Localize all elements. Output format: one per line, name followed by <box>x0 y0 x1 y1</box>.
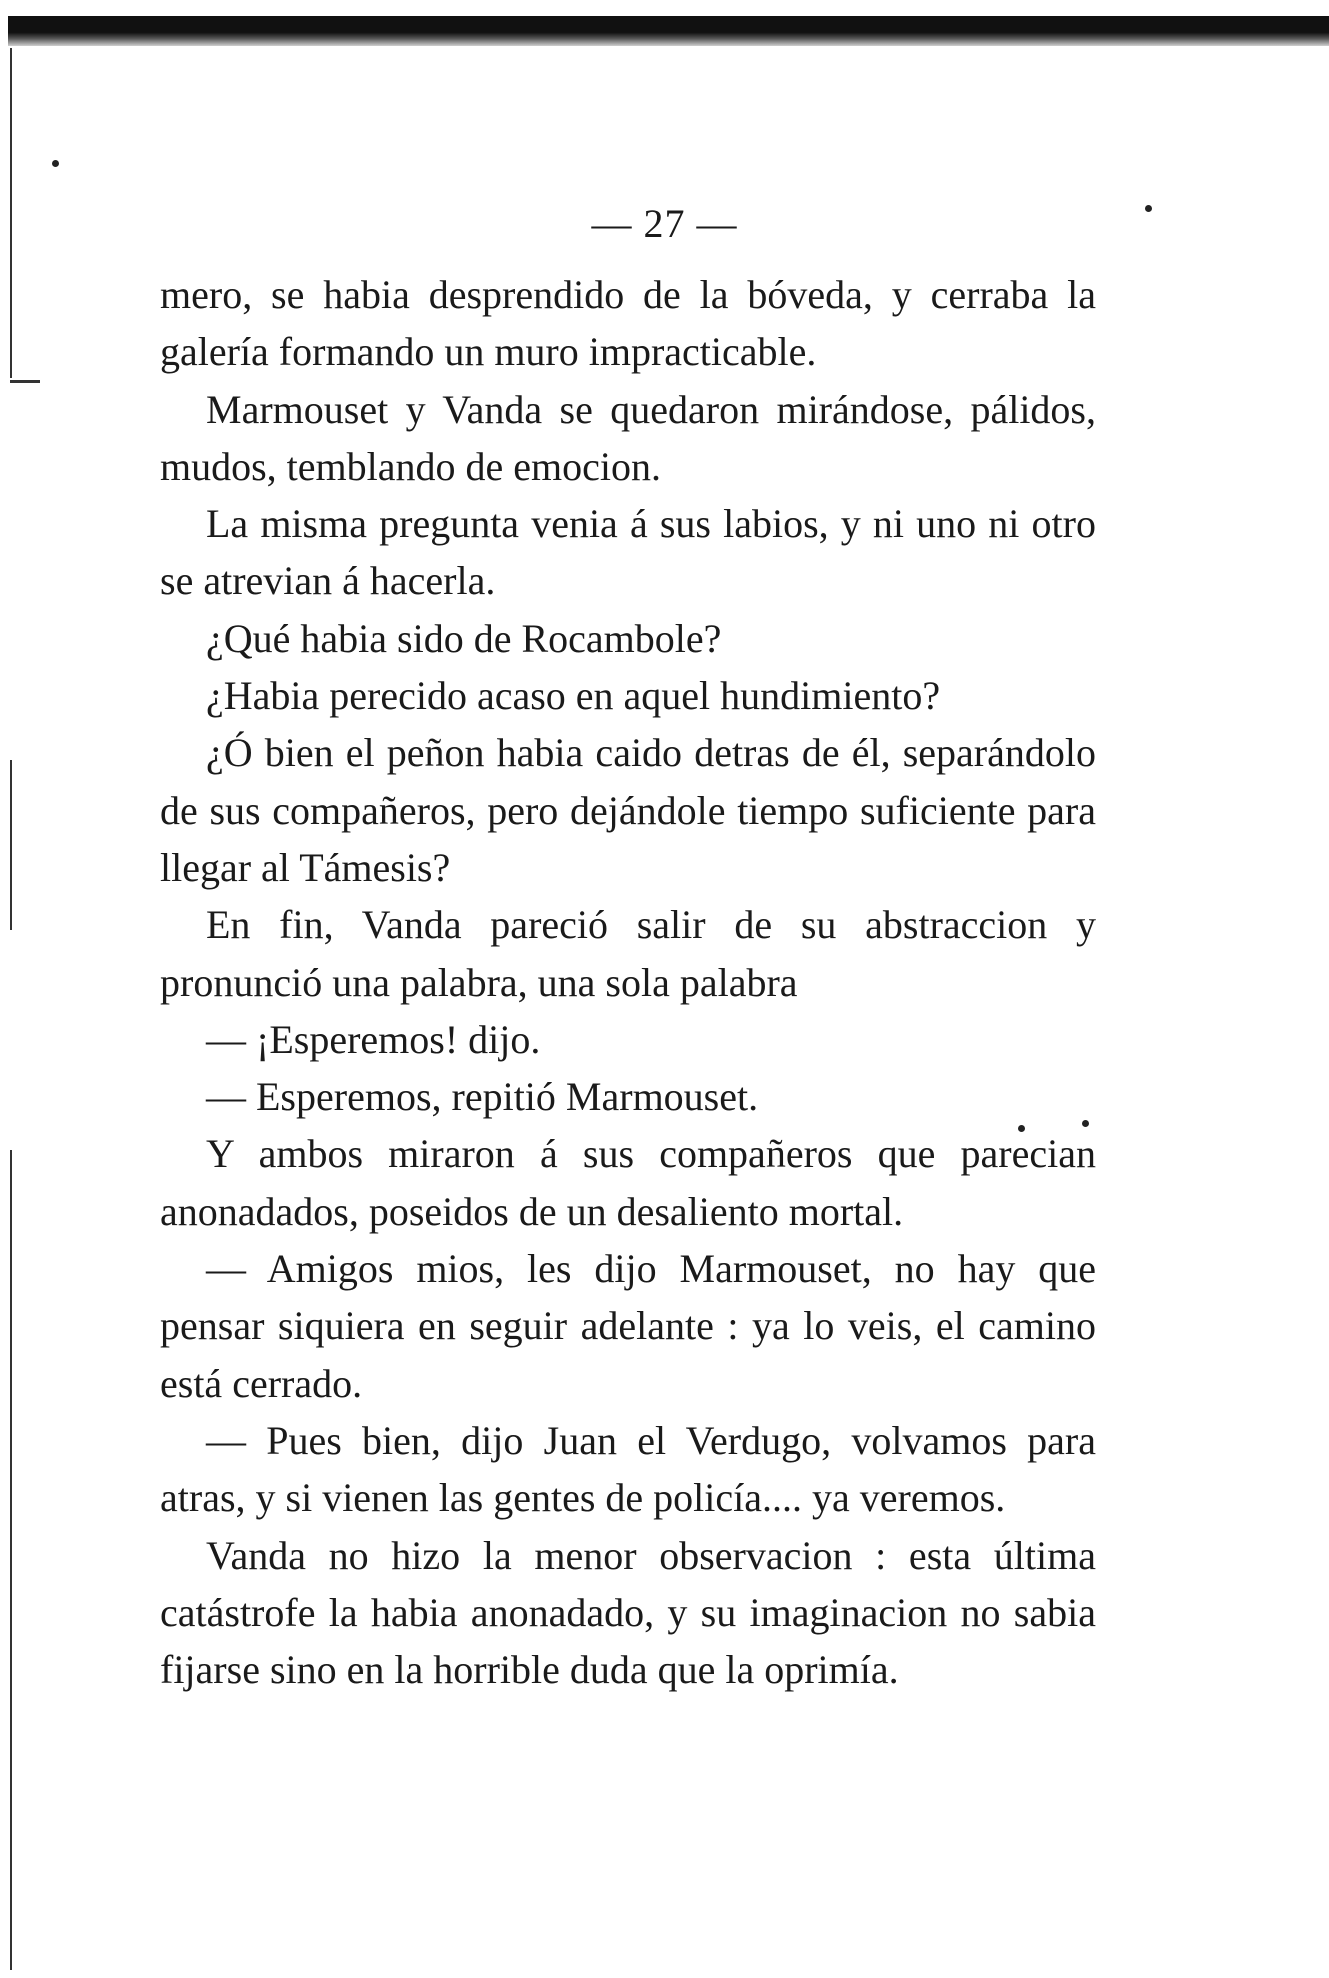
paragraph: Y ambos miraron á sus compañeros que parecian anonadados, poseidos de un desaliento mortal. <box>160 1131 1096 1234</box>
paragraph: Vanda no hizo la menor observacion : esta última catástrofe la habia anonadado, y su imaginacion no sabia fijarse sino en la horrible duda que la oprimía. <box>160 1532 1096 1693</box>
left-page-edge <box>10 1150 12 1970</box>
paragraph: Marmouset y Vanda se quedaron mirándose, pálidos, mudos, temblando de emocion. <box>160 386 1096 489</box>
page-number: — 27 — <box>591 201 738 246</box>
paragraph: — ¡Esperemos! dijo. <box>206 1016 541 1062</box>
paragraph: — Pues bien, dijo Juan el Verdugo, volvamos para atras, y si vienen las gentes de policía.... ya veremos. <box>160 1417 1096 1521</box>
paragraph: mero, se habia desprendido de la bóveda, y cerraba la galería formando un muro impracticable. <box>160 272 1096 375</box>
paragraph: En fin, Vanda pareció salir de su abstraccion y pronunció una palabra, una sola palabra <box>160 902 1096 1005</box>
paragraph: — Esperemos, repitió Marmouset. <box>206 1074 759 1120</box>
edge-mark <box>10 380 40 383</box>
paragraph: La misma pregunta venia á sus labios, y ni uno ni otro se atrevian á hacerla. <box>160 501 1096 604</box>
body-text <box>160 266 1096 1698</box>
ink-speck <box>52 160 59 167</box>
paragraph: ¿Ó bien el peñon habia caido detras de él, separándolo de sus compañeros, pero dejándole tiempo suficiente para llegar al Támesis? <box>160 730 1096 890</box>
paragraph: ¿Habia perecido acaso en aquel hundimiento? <box>206 673 941 719</box>
paragraph: ¿Qué habia sido de Rocambole? <box>206 615 722 661</box>
left-page-edge <box>10 760 12 930</box>
paragraph: — Amigos mios, les dijo Marmouset, no hay que pensar siquiera en seguir adelante : ya lo veis, el camino está cerrado. <box>160 1246 1096 1406</box>
top-page-border <box>8 16 1329 46</box>
